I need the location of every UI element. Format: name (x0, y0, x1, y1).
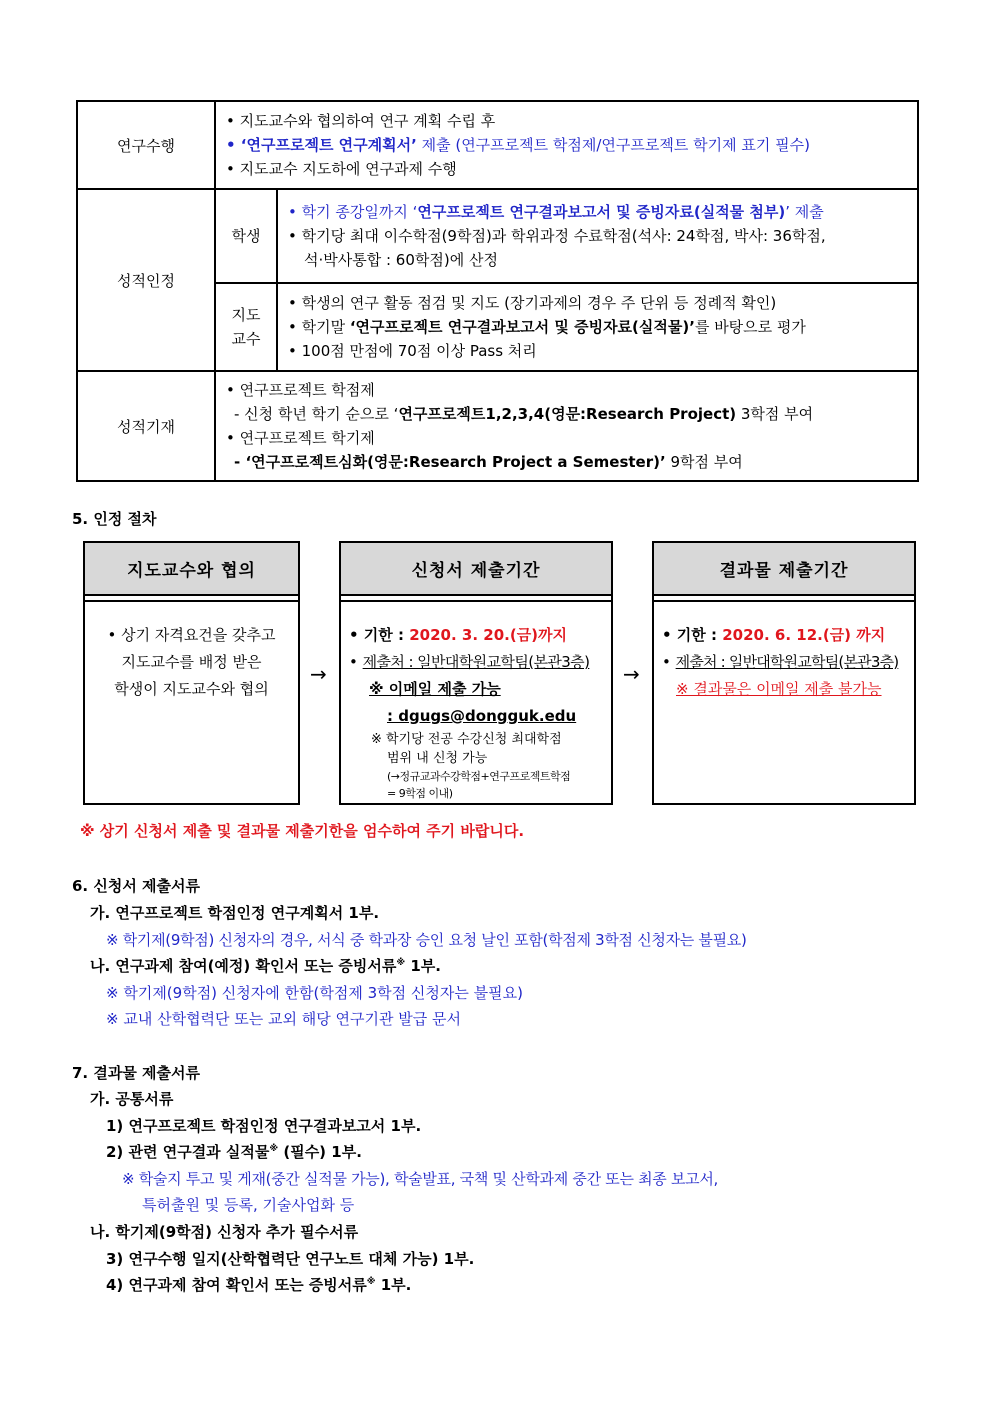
advisor-line-1: • 학생의 연구 활동 점검 및 지도 (장기과제의 경우 주 단위 등 정례적 확인) (288, 294, 777, 312)
record-line-4: - ‘연구프로젝트심화(영문:Research Project a Semester)’ 9학점 부여 (234, 453, 743, 471)
student-line-1: • 학기 종강일까지 ‘연구프로젝트 연구결과보고서 및 증빙자료(실적물 첨부)’ 제출 (288, 203, 824, 221)
record-content (215, 371, 918, 481)
flow-box-consult (83, 541, 300, 805)
consult-line-1: • 상기 자격요건을 갖추고 (107, 626, 276, 644)
flow-box-consult-header: 지도교수와 협의 (85, 543, 298, 596)
student-line-2: • 학기당 최대 이수학점(9학점)과 학위과정 수료학점(석사: 24학점, 박사: 36학점, (288, 227, 826, 245)
consult-line-2: 지도교수를 배정 받은 (121, 653, 262, 671)
research-line-3: • 지도교수 지도하에 연구과제 수행 (226, 160, 457, 178)
application-place: • 제출처 : 일반대학원교학팀(본관3층) (349, 653, 590, 671)
student-content (277, 189, 918, 283)
section7-item-a: 가. 공통서류 (90, 1090, 174, 1108)
deadline-warning: ※ 상기 신청서 제출 및 결과물 제출기한을 엄수하여 주기 바랍니다. (80, 822, 525, 840)
section6-item-b-note-1: ※ 학기제(9학점) 신청자에 한함(학점제 3학점 신청자는 불필요) (106, 984, 523, 1002)
flow-box-result (652, 541, 916, 805)
section6-item-b: 나. 연구과제 참여(예정) 확인서 또는 증빙서류※ 1부. (90, 957, 441, 975)
record-line-3: • 연구프로젝트 학기제 (226, 429, 375, 447)
record-line-2: - 신청 학년 학기 순으로 ‘연구프로젝트1,2,3,4(영문:Research Project) 3학점 부여 (234, 405, 814, 423)
application-note-1: ※ 학기당 전공 수강신청 최대학점 (371, 732, 562, 747)
advisor-line-2: • 학기말 ‘연구프로젝트 연구결과보고서 및 증빙자료(실적물)’를 바탕으로 평가 (288, 318, 806, 336)
row-label-record: 성적기재 (77, 371, 215, 481)
research-content (215, 101, 918, 189)
advisor-label-2: 교수 (231, 330, 261, 348)
section7-item-a2: 2) 관련 연구결과 실적물※ (필수) 1부. (106, 1143, 362, 1161)
section6-item-a: 가. 연구프로젝트 학점인정 연구계획서 1부. (90, 904, 380, 922)
section7-title: 7. 결과물 제출서류 (72, 1064, 201, 1082)
research-line-2: • ‘연구프로젝트 연구계획서’ 제출 (연구프로젝트 학점제/연구프로젝트 학기제 표기 필수) (226, 136, 810, 154)
section7-item-b4: 4) 연구과제 참여 확인서 또는 증빙서류※ 1부. (106, 1276, 412, 1294)
student-line-3: 석·박사통합 : 60학점)에 산정 (304, 251, 498, 269)
section6-title: 6. 신청서 제출서류 (72, 877, 201, 895)
section6-item-b-note-2: ※ 교내 산학협력단 또는 교외 해당 연구기관 발급 문서 (106, 1010, 462, 1028)
section6-item-a-note: ※ 학기제(9학점) 신청자의 경우, 서식 중 학과장 승인 요청 날인 포함(학점제 3학점 신청자는 불필요) (106, 931, 747, 949)
sub-label-student: 학생 (215, 189, 277, 283)
research-line-1: • 지도교수와 협의하여 연구 계획 수립 후 (226, 112, 496, 130)
advisor-content (277, 283, 918, 371)
section7-item-b3: 3) 연구수행 일지(산학협력단 연구노트 대체 가능) 1부. (106, 1250, 475, 1268)
application-note-2: 범위 내 신청 가능 (387, 751, 488, 766)
criteria-table (76, 100, 919, 482)
section7-item-b: 나. 학기제(9학점) 신청자 추가 필수서류 (90, 1223, 359, 1241)
application-note-3: (→정규교과수강학점+연구프로젝트학점 (387, 770, 571, 783)
flow-box-application (339, 541, 613, 805)
result-place: • 제출처 : 일반대학원교학팀(본관3층) (662, 653, 899, 671)
row-label-grade: 성적인정 (77, 189, 215, 371)
section7-item-a2-note-1: ※ 학술지 투고 및 게재(중간 실적물 가능), 학술발표, 국책 및 산학과제 중간 또는 최종 보고서, (122, 1170, 718, 1188)
flow-arrow-1: → (310, 662, 327, 686)
flow-arrow-2: → (623, 662, 640, 686)
flow-box-result-header: 결과물 제출기간 (654, 543, 914, 596)
record-line-1: • 연구프로젝트 학점제 (226, 381, 375, 399)
section7-item-a2-note-2: 특허출원 및 등록, 기술사업화 등 (142, 1196, 355, 1214)
section7-item-a1: 1) 연구프로젝트 학점인정 연구결과보고서 1부. (106, 1117, 422, 1135)
advisor-label-1: 지도 (231, 306, 261, 324)
application-deadline: • 기한 : 2020. 3. 20.(금)까지 (349, 626, 568, 644)
section5-title: 5. 인정 절차 (72, 510, 157, 528)
sub-label-advisor (215, 283, 277, 371)
consult-line-3: 학생이 지도교수와 협의 (114, 680, 269, 698)
application-note-4: = 9학점 이내) (387, 787, 453, 800)
result-note: ※ 결과물은 이메일 제출 불가능 (676, 680, 882, 698)
row-label-research: 연구수행 (77, 101, 215, 189)
flow-box-application-header: 신청서 제출기간 (341, 543, 611, 596)
application-email: : dgugs@dongguk.edu (387, 707, 577, 725)
advisor-line-3: • 100점 만점에 70점 이상 Pass 처리 (288, 342, 537, 360)
application-email-note: ※ 이메일 제출 가능 (369, 680, 501, 698)
result-deadline: • 기한 : 2020. 6. 12.(금) 까지 (662, 626, 886, 644)
